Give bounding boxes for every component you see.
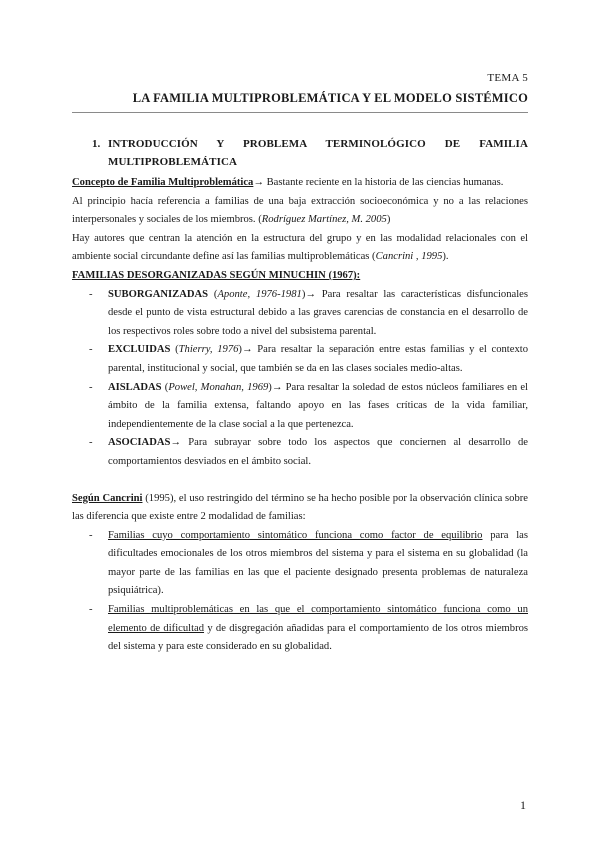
- dash-bullet: -: [89, 529, 93, 541]
- header-divider: [72, 112, 528, 113]
- paragraph-text: Hay autores que centran la atención en la estructura del grupo y en las modalidad relacionales con el ambiente social circundante define así las familias multiproblemáticas (: [72, 232, 528, 263]
- page-title: LA FAMILIA MULTIPROBLEMÁTICA Y EL MODELO SISTÉMICO: [132, 91, 528, 105]
- dash-bullet: -: [89, 604, 93, 616]
- minuchin-heading: FAMILIAS DESORGANIZADAS SEGÚN MINUCHIN (1967):: [72, 269, 361, 281]
- citation: Cancrini , 1995: [375, 251, 443, 263]
- paren-open: (: [170, 344, 179, 356]
- topic-number: TEMA 5: [487, 72, 528, 84]
- cancrini-paragraph: [72, 490, 528, 527]
- paren-open: (: [161, 381, 169, 393]
- concept-paragraph: [72, 174, 528, 193]
- section-title: INTRODUCCIÓN Y PROBLEMA TERMINOLÓGICO DE FAMILIA MULTIPROBLEMÁTICA: [108, 138, 528, 168]
- concept-text: Bastante reciente en la historia de las ciencias humanas.: [263, 177, 504, 188]
- section-number: 1.: [92, 138, 101, 150]
- paren-arrow: )→: [301, 288, 322, 300]
- dash-bullet: -: [89, 344, 93, 356]
- document-body: [72, 136, 528, 657]
- list-term: ASOCIADAS: [108, 437, 171, 449]
- cancrini-label: Según Cancrini: [72, 492, 143, 504]
- citation: Thierry, 1976: [178, 344, 239, 356]
- list-text: Para resaltar la separación entre estas familias y el contexto parental, institucional y social, que también se da en las clases sociales medio-altas.: [108, 344, 528, 374]
- spacer: [72, 472, 528, 490]
- dash-bullet: -: [89, 437, 93, 449]
- arrow-glyph: →: [253, 177, 264, 188]
- list-item: [72, 379, 528, 435]
- page-number: 1: [520, 798, 526, 812]
- intro-paragraph: [72, 193, 528, 230]
- list-item: [72, 601, 528, 657]
- paren-arrow: )→: [268, 381, 286, 393]
- list-text: para las dificultades emocionales de los otros miembros del sistema y para el sistema en su globalidad (la mayor parte de las familias en las que el paciente designado presenta problemas de naturaleza psiquiátrica).: [108, 529, 528, 597]
- citation: Aponte, 1976-1981: [217, 288, 302, 300]
- authors-paragraph: [72, 230, 528, 267]
- paragraph-text: Al principio hacía referencia a familias de una baja extracción socioeconómica y no a las relaciones interpersonales y sociales de los miembros. (: [72, 195, 528, 226]
- list-text: Para subrayar sobre todo los aspectos que conciernen al desarrollo de comportamientos desviados en el ámbito social.: [108, 437, 528, 467]
- list-text: Para resaltar la soledad de estos núcleos familiares en el ámbito de la familia extensa, faltando apoyo en las fases críticas de la vida familiar, independientemente de la clase social a la que pertenezca.: [108, 381, 528, 430]
- list-text: Para resaltar las características disfuncionales desde el punto de vista estructural debido a las graves carencias de constancia en el desarrollo de los respectivos roles sobre todo a nivel del subsistema parental.: [108, 288, 528, 337]
- section-heading: [92, 136, 528, 171]
- minuchin-list: [72, 286, 528, 472]
- paragraph-end: ).: [442, 251, 449, 263]
- list-term: EXCLUIDAS: [108, 344, 171, 356]
- list-text: y de disgregación añadidas para el comportamiento de los otros miembros del sistema y para este considerado en su globalidad.: [108, 622, 529, 653]
- list-term: SUBORGANIZADAS: [108, 288, 209, 300]
- list-term: AISLADAS: [108, 381, 162, 393]
- list-item: [72, 527, 528, 601]
- citation: Powel, Monahan, 1969: [168, 381, 269, 393]
- paren-open: (: [208, 288, 218, 300]
- dash-bullet: -: [89, 288, 93, 300]
- list-item: [72, 434, 528, 471]
- citation: Rodríguez Martínez, M. 2005: [261, 214, 387, 226]
- paragraph-text: (1995), el uso restringido del término se ha hecho posible por la observación clínica sobre las diferencia que existe entre 2 modalidad de familias:: [72, 492, 528, 523]
- arrow-glyph: →: [170, 437, 189, 449]
- list-item: [72, 286, 528, 342]
- paren-arrow: )→: [238, 344, 258, 356]
- underlined-text: Familias cuyo comportamiento sintomático funciona como factor de equilibrio: [108, 529, 483, 541]
- underlined-text: Familias multiproblemáticas en las que el comportamiento sintomático funciona como un elemento de dificultad: [108, 604, 528, 634]
- dash-bullet: -: [89, 381, 93, 393]
- list-item: [72, 341, 528, 378]
- paragraph-end: ): [386, 214, 391, 226]
- concept-label: Concepto de Familia Multiproblemática: [72, 177, 254, 188]
- cancrini-list: [72, 527, 528, 657]
